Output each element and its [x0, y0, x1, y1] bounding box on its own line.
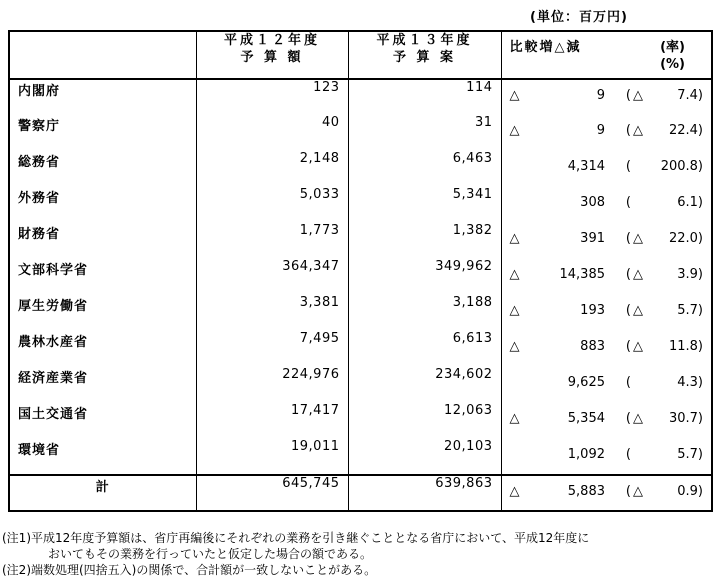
h13-amount: 12,063	[348, 403, 501, 439]
rate-decrease-mark: △	[633, 339, 643, 354]
header-ministry	[9, 31, 196, 79]
h12-amount: 7,495	[196, 331, 348, 367]
rate-value: 4.3)	[677, 375, 703, 390]
rate-open-paren: (	[625, 231, 631, 246]
diff-amount: 4,314	[567, 159, 605, 174]
unit-label: (単位：百万円)	[530, 10, 628, 25]
rate-decrease-mark: △	[633, 303, 643, 318]
rate-value: 22.4)	[668, 123, 703, 138]
rate-open-paren: (	[625, 339, 631, 354]
ministry-name: 財務省	[18, 227, 61, 242]
note-1-line-1: (注1)平成12年度予算額は、省庁再編後にそれぞれの業務を引き継ぐこととなる省庁において、平成12年度に	[2, 531, 590, 545]
h12-amount: 19,011	[196, 439, 348, 475]
decrease-mark: △	[509, 88, 520, 103]
h13-amount: 234,602	[348, 367, 501, 403]
ministry-name: 警察庁	[18, 119, 61, 134]
rate-open-paren: (	[625, 375, 631, 390]
h13-amount: 349,962	[348, 259, 501, 295]
ministry-name: 国土交通省	[18, 407, 89, 422]
ministry-name: 文部科学省	[18, 263, 89, 278]
rate-value: 11.8)	[668, 339, 703, 354]
budget-table	[8, 30, 713, 512]
diff-cell	[501, 79, 712, 115]
rate-open-paren: (	[625, 303, 631, 318]
h13-amount: 6,463	[348, 151, 501, 187]
ministry-name: 総務省	[18, 155, 61, 170]
ministry-name: 外務省	[18, 191, 61, 206]
h12-amount: 3,381	[196, 295, 348, 331]
h12-amount: 224,976	[196, 367, 348, 403]
note-2: (注2)端数処理(四捨五入)の関係で、合計額が一致しないことがある。	[2, 563, 377, 577]
total-decrease-mark: △	[509, 484, 520, 499]
rate-value: 7.4)	[677, 88, 703, 103]
rate-open-paren: (	[625, 123, 631, 138]
total-rate-decrease-mark: △	[633, 484, 643, 499]
rate-value: 6.1)	[677, 195, 703, 210]
diff-amount: 883	[580, 339, 605, 354]
table-row	[9, 79, 712, 115]
diff-cell	[501, 403, 712, 439]
decrease-mark: △	[509, 267, 520, 282]
diff-amount: 9	[596, 88, 605, 103]
diff-amount: 9,625	[567, 375, 605, 390]
rate-open-paren: (	[625, 195, 631, 210]
diff-cell	[501, 439, 712, 475]
diff-amount: 391	[580, 231, 605, 246]
total-rate-value: 0.9)	[677, 484, 703, 499]
total-label: 計	[9, 475, 196, 511]
diff-amount: 308	[580, 195, 605, 210]
table-row	[9, 331, 712, 367]
header-h12	[196, 31, 348, 79]
decrease-mark: △	[509, 303, 520, 318]
diff-cell	[501, 187, 712, 223]
rate-value: 200.8)	[660, 159, 703, 174]
h13-amount: 1,382	[348, 223, 501, 259]
h13-amount: 31	[348, 115, 501, 151]
rate-value: 22.0)	[668, 231, 703, 246]
h12-amount: 5,033	[196, 187, 348, 223]
rate-value: 5.7)	[677, 447, 703, 462]
decrease-mark: △	[509, 339, 520, 354]
total-h13-amount: 639,863	[348, 475, 501, 511]
total-diff-amount: 5,883	[567, 484, 605, 499]
rate-decrease-mark: △	[633, 267, 643, 282]
header-h12-line2: 予 算 額	[240, 50, 304, 65]
rate-value: 30.7)	[668, 411, 703, 426]
rate-decrease-mark: △	[633, 411, 643, 426]
h12-amount: 40	[196, 115, 348, 151]
table-row	[9, 259, 712, 295]
ministry-name: 内閣府	[18, 84, 61, 99]
rate-open-paren: (	[625, 267, 631, 282]
table-row	[9, 115, 712, 151]
rate-decrease-mark: △	[633, 88, 643, 103]
diff-cell	[501, 367, 712, 403]
header-rate-line2: (%)	[660, 57, 685, 72]
h13-amount: 114	[348, 79, 501, 115]
diff-cell	[501, 295, 712, 331]
diff-cell	[501, 259, 712, 295]
diff-cell	[501, 115, 712, 151]
header-h13	[348, 31, 501, 79]
header-diff	[501, 31, 712, 79]
total-diff-cell	[501, 475, 712, 511]
rate-value: 3.9)	[677, 267, 703, 282]
header-h12-line1: 平成１２年度	[223, 33, 320, 48]
note-1-line-2: おいてもその業務を行っていたと仮定した場合の額である。	[48, 547, 373, 561]
table-row	[9, 295, 712, 331]
rate-decrease-mark: △	[633, 231, 643, 246]
diff-cell	[501, 331, 712, 367]
rate-decrease-mark: △	[633, 123, 643, 138]
rate-open-paren: (	[625, 411, 631, 426]
rate-open-paren: (	[625, 159, 631, 174]
diff-amount: 5,354	[567, 411, 605, 426]
decrease-mark: △	[509, 231, 520, 246]
h12-amount: 364,347	[196, 259, 348, 295]
diff-cell	[501, 223, 712, 259]
table-row	[9, 151, 712, 187]
h12-amount: 2,148	[196, 151, 348, 187]
diff-amount: 14,385	[559, 267, 605, 282]
total-rate-open-paren: (	[625, 484, 631, 499]
h12-amount: 123	[196, 79, 348, 115]
decrease-mark: △	[509, 123, 520, 138]
table-row	[9, 439, 712, 475]
total-row	[9, 475, 712, 511]
ministry-name: 環境省	[18, 443, 61, 458]
h13-amount: 6,613	[348, 331, 501, 367]
footnotes	[2, 530, 717, 578]
h13-amount: 20,103	[348, 439, 501, 475]
h13-amount: 5,341	[348, 187, 501, 223]
diff-amount: 1,092	[567, 447, 605, 462]
h13-amount: 3,188	[348, 295, 501, 331]
total-h12-amount: 645,745	[196, 475, 348, 511]
rate-value: 5.7)	[677, 303, 703, 318]
table-row	[9, 223, 712, 259]
rate-open-paren: (	[625, 88, 631, 103]
diff-amount: 9	[596, 123, 605, 138]
header-row	[9, 31, 712, 79]
ministry-name: 経済産業省	[18, 371, 89, 386]
header-diff-label: 比較増△減	[509, 40, 582, 55]
rate-open-paren: (	[625, 447, 631, 462]
header-rate-line1: (率)	[660, 40, 685, 55]
ministry-name: 農林水産省	[18, 335, 89, 350]
h12-amount: 17,417	[196, 403, 348, 439]
ministry-name: 厚生労働省	[18, 299, 89, 314]
diff-cell	[501, 151, 712, 187]
table-row	[9, 367, 712, 403]
table-row	[9, 403, 712, 439]
header-h13-line1: 平成１３年度	[376, 33, 473, 48]
diff-amount: 193	[580, 303, 605, 318]
decrease-mark: △	[509, 411, 520, 426]
header-h13-line2: 予 算 案	[392, 50, 457, 65]
h12-amount: 1,773	[196, 223, 348, 259]
table-row	[9, 187, 712, 223]
